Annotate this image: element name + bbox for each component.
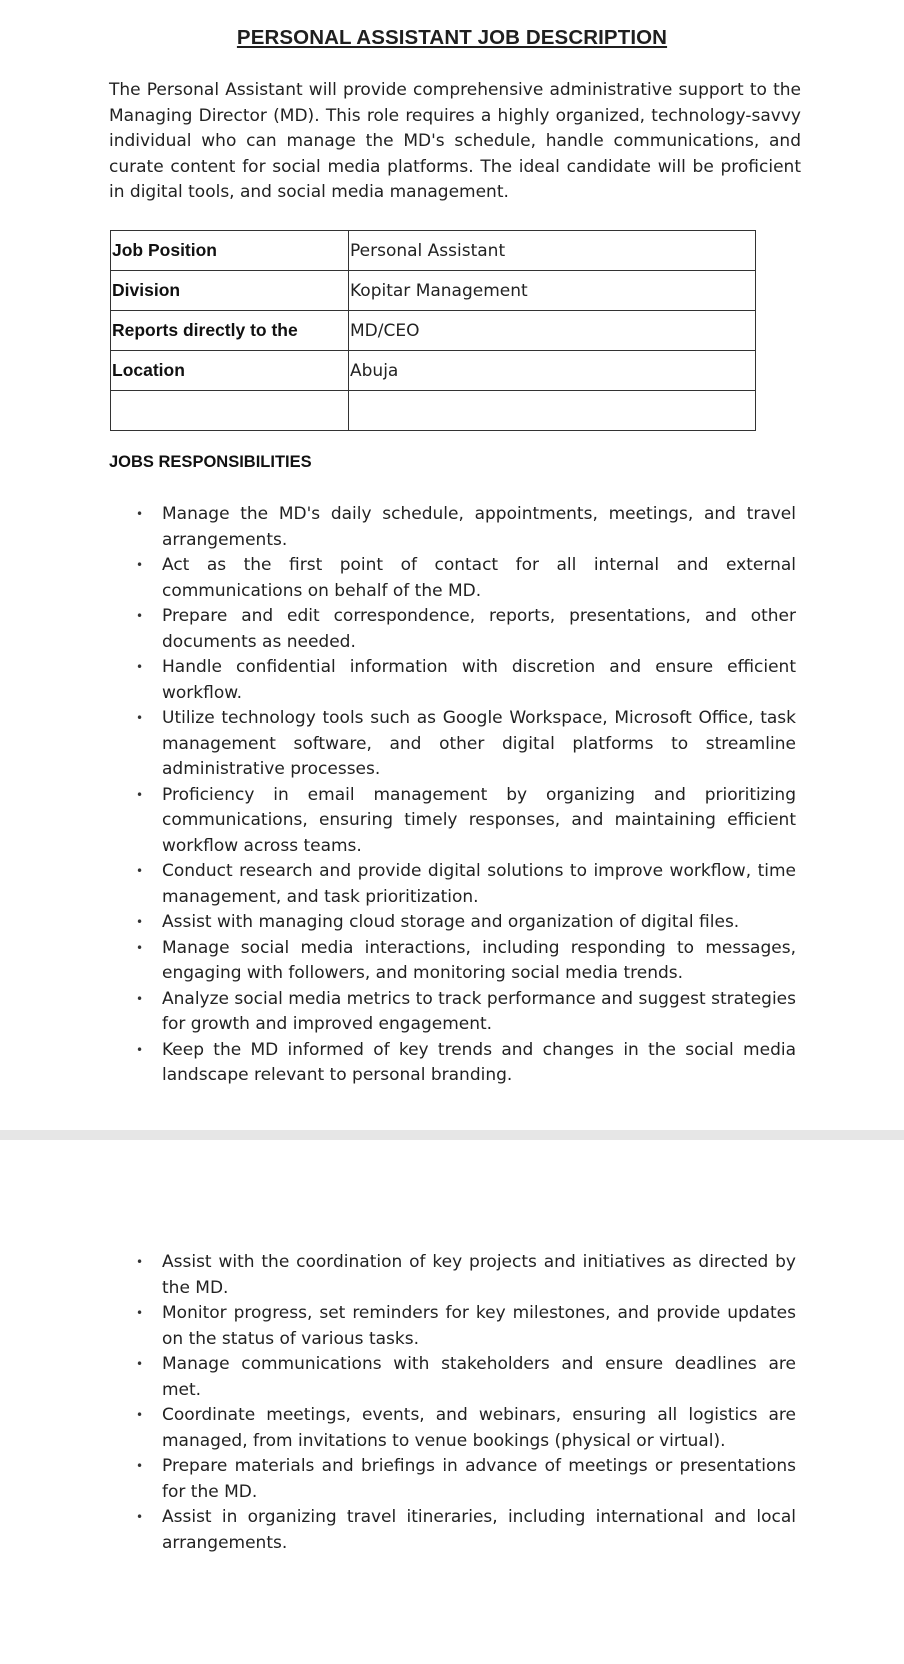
list-item: [136, 987, 796, 1038]
table-label: Division: [111, 271, 349, 311]
list-item: [136, 604, 796, 655]
list-item-text: Analyze social media metrics to track performance and suggest strategies for growth and improved engagement.: [162, 988, 796, 1034]
bullet-icon: •: [136, 1408, 144, 1422]
list-item-text: Manage communications with stakeholders and ensure deadlines are met.: [162, 1354, 796, 1400]
responsibilities-heading: JOBS RESPONSIBILITIES: [109, 453, 312, 471]
table-label: Job Position: [111, 231, 349, 271]
list-item-text: Handle confidential information with discretion and ensure efficient workflow.: [162, 657, 796, 703]
responsibilities-list-continued: [136, 1250, 796, 1556]
list-item: [136, 783, 796, 860]
list-item: [136, 1403, 796, 1454]
list-item-text: Proficiency in email management by organizing and prioritizing communications, ensuring timely responses, and maintaining efficient workflow across teams.: [162, 784, 796, 856]
bullet-icon: •: [136, 1255, 144, 1269]
table-label: Reports directly to the: [111, 311, 349, 351]
list-item: [136, 655, 796, 706]
list-item-text: Monitor progress, set reminders for key milestones, and provide updates on the status of various tasks.: [162, 1303, 796, 1349]
table-value: [349, 391, 756, 431]
bullet-icon: •: [136, 915, 144, 929]
table-label: [111, 391, 349, 431]
bullet-icon: •: [136, 864, 144, 878]
table-value: MD/CEO: [349, 311, 756, 351]
table-label: Location: [111, 351, 349, 391]
bullet-icon: •: [136, 660, 144, 674]
table-value: Personal Assistant: [349, 231, 756, 271]
document-page-2: [0, 1140, 904, 1664]
bullet-icon: •: [136, 1459, 144, 1473]
table-row: [111, 351, 756, 391]
list-item-text: Assist with managing cloud storage and organization of digital files.: [162, 912, 740, 932]
page-separator: [0, 1130, 904, 1140]
intro-paragraph: The Personal Assistant will provide comprehensive administrative support to the Managing Director (MD). This role requires a highly organized, technology-savvy individual who can manage the MD's schedule, handle communications, and curate content for social media platforms. The ideal candidate will be proficient in digital tools, and social media management.: [109, 80, 801, 202]
list-item: [136, 910, 796, 936]
table-row: [111, 271, 756, 311]
list-item: [136, 706, 796, 783]
bullet-icon: •: [136, 787, 144, 802]
list-item-text: Coordinate meetings, events, and webinars, ensuring all logistics are managed, from invitations to venue bookings (physical or virtual).: [162, 1405, 796, 1451]
list-item: [136, 1250, 796, 1301]
bullet-icon: •: [136, 507, 144, 521]
bullet-icon: •: [136, 711, 144, 725]
responsibilities-list: [136, 502, 796, 1089]
list-item-text: Keep the MD informed of key trends and changes in the social media landscape relevant to personal branding.: [162, 1039, 796, 1085]
bullet-icon: •: [136, 1042, 144, 1057]
list-item: [136, 1505, 796, 1556]
list-item-text: Prepare materials and briefings in advance of meetings or presentations for the MD.: [162, 1456, 796, 1502]
table-value: Abuja: [349, 351, 756, 391]
bullet-icon: •: [136, 609, 144, 623]
table-row: [111, 391, 756, 431]
bullet-icon: •: [136, 1510, 144, 1524]
list-item: [136, 502, 796, 553]
bullet-icon: •: [136, 1357, 144, 1371]
list-item-text: Manage the MD's daily schedule, appointments, meetings, and travel arrangements.: [162, 504, 796, 550]
list-item-text: Assist in organizing travel itineraries, including international and local arrangements.: [162, 1507, 796, 1553]
list-item: [136, 1301, 796, 1352]
document-title: PERSONAL ASSISTANT JOB DESCRIPTION: [236, 26, 668, 49]
list-item: [136, 936, 796, 987]
table-row: [111, 311, 756, 351]
list-item-text: Manage social media interactions, including responding to messages, engaging with followers, and monitoring social media trends.: [162, 937, 796, 983]
list-item-text: Act as the first point of contact for all internal and external communications on behalf of the MD.: [162, 555, 796, 601]
list-item: [136, 1038, 796, 1089]
bullet-icon: •: [136, 558, 144, 572]
table-row: [111, 231, 756, 271]
bullet-icon: •: [136, 1306, 144, 1320]
bullet-icon: •: [136, 991, 144, 1006]
list-item-text: Conduct research and provide digital solutions to improve workflow, time management, and task prioritization.: [162, 861, 796, 907]
list-item-text: Assist with the coordination of key projects and initiatives as directed by the MD.: [162, 1252, 796, 1298]
list-item-text: Utilize technology tools such as Google Workspace, Microsoft Office, task management software, and other digital platforms to streamline administrative processes.: [162, 708, 796, 779]
list-item: [136, 1454, 796, 1505]
list-item: [136, 859, 796, 910]
table-value: Kopitar Management: [349, 271, 756, 311]
bullet-icon: •: [136, 940, 144, 955]
list-item: [136, 553, 796, 604]
list-item: [136, 1352, 796, 1403]
list-item-text: Prepare and edit correspondence, reports, presentations, and other documents as needed.: [162, 606, 796, 652]
job-info-table: [110, 230, 756, 431]
